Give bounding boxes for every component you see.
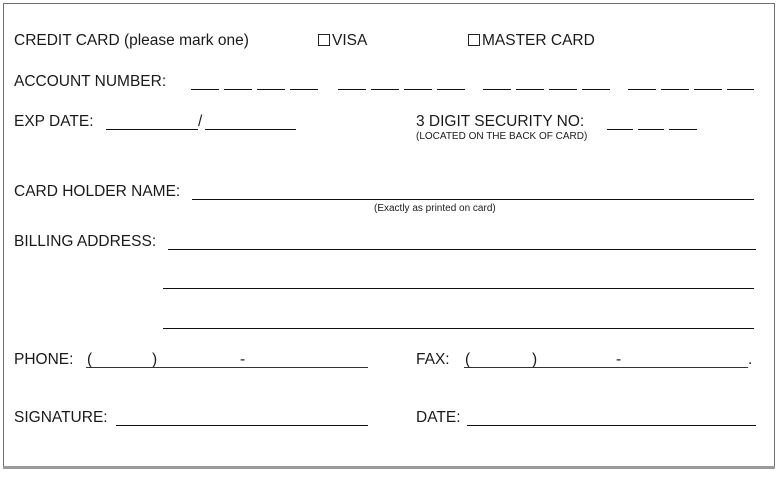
security-digit-blank [669, 129, 697, 130]
account-digit-blank [437, 89, 465, 90]
billing-address-line-3[interactable] [163, 328, 754, 329]
exp-date-separator: / [198, 113, 203, 130]
account-digit-blank [338, 89, 366, 90]
account-digit-blank [404, 89, 432, 90]
account-digit-blank [191, 89, 219, 90]
account-digit-blank [661, 89, 689, 90]
security-digit-blank [638, 129, 664, 130]
account-digit-blank [549, 89, 577, 90]
fax-period: . [748, 351, 753, 368]
billing-address-line-2[interactable] [163, 288, 754, 289]
date-field[interactable] [467, 425, 756, 426]
phone-open-paren: ( [87, 351, 93, 368]
card-holder-name-field[interactable] [192, 199, 754, 200]
master-card-checkbox[interactable] [468, 34, 480, 46]
account-digit-blank [257, 89, 285, 90]
account-digit-blank [290, 89, 318, 90]
account-digit-blank [727, 89, 754, 90]
fax-label: FAX: [416, 351, 450, 368]
exp-year-field[interactable] [205, 129, 296, 130]
account-digit-blank [694, 89, 722, 90]
master-card-option[interactable] [468, 32, 595, 50]
account-digit-blank [483, 89, 511, 90]
signature-label: SIGNATURE: [14, 409, 108, 426]
credit-card-label: CREDIT CARD (please mark one) [14, 32, 249, 49]
account-digit-blank [628, 89, 656, 90]
form-frame-shadow [3, 466, 775, 469]
exp-date-label: EXP DATE: [14, 113, 94, 130]
account-digit-blank [371, 89, 399, 90]
fax-close-paren: ) [532, 351, 538, 368]
phone-dash: - [240, 351, 246, 368]
card-holder-name-label: CARD HOLDER NAME: [14, 183, 181, 200]
account-digit-blank [224, 89, 252, 90]
signature-field[interactable] [116, 425, 368, 426]
security-digit-blank [607, 129, 633, 130]
account-digit-blank [516, 89, 544, 90]
visa-label: VISA [332, 32, 368, 49]
phone-label: PHONE: [14, 351, 74, 368]
security-number-note: (LOCATED ON THE BACK OF CARD) [416, 131, 588, 142]
fax-dash: - [616, 351, 622, 368]
security-number-label: 3 DIGIT SECURITY NO: [416, 113, 585, 130]
account-number-label: ACCOUNT NUMBER: [14, 73, 167, 90]
billing-address-line-1[interactable] [168, 249, 756, 250]
phone-underline [86, 367, 368, 368]
account-digit-blank [582, 89, 610, 90]
visa-option[interactable] [318, 32, 367, 50]
visa-checkbox[interactable] [318, 34, 330, 46]
phone-close-paren: ) [152, 351, 158, 368]
exp-month-field[interactable] [106, 129, 198, 130]
date-label: DATE: [416, 409, 461, 426]
card-holder-name-note: (Exactly as printed on card) [374, 203, 496, 214]
master-card-label: MASTER CARD [482, 32, 595, 49]
fax-underline [464, 367, 748, 368]
fax-open-paren: ( [465, 351, 471, 368]
billing-address-label: BILLING ADDRESS: [14, 233, 157, 250]
